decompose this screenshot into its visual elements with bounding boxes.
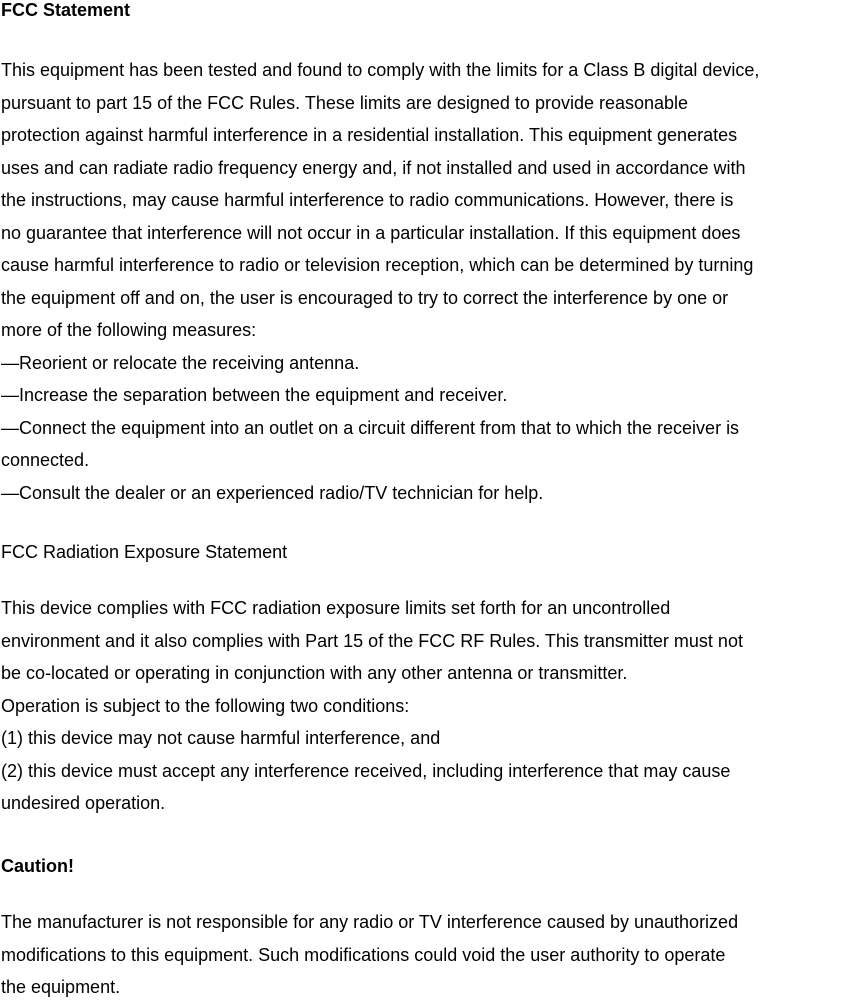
radiation-body-line: (2) this device must accept any interference received, including interference that may cause: [1, 760, 731, 781]
radiation-statement-title: FCC Radiation Exposure Statement: [1, 542, 288, 562]
fcc-measure-item: —Reorient or relocate the receiving antenna.: [1, 352, 360, 373]
caution-body-line: modifications to this equipment. Such modifications could void the user authority to operate: [1, 944, 726, 965]
fcc-measure-item: —Increase the separation between the equipment and receiver.: [1, 385, 508, 405]
caution-title: Caution!: [1, 856, 74, 876]
fcc-body-line: more of the following measures:: [1, 320, 257, 340]
radiation-body-line: (1) this device may not cause harmful interference, and: [1, 728, 441, 748]
radiation-statement-body: [1, 592, 743, 820]
fcc-body-line: the equipment off and on, the user is encouraged to try to correct the interference by one or: [1, 287, 729, 308]
fcc-measure-item: —Consult the dealer or an experienced radio/TV technician for help.: [1, 482, 544, 503]
radiation-body-line: be co-located or operating in conjunction with any other antenna or transmitter.: [1, 663, 628, 683]
fcc-body-line: cause harmful interference to radio or television reception, which can be determined by turning: [1, 255, 754, 275]
fcc-body-line: pursuant to part 15 of the FCC Rules. These limits are designed to provide reasonable: [1, 92, 689, 113]
fcc-body-line: protection against harmful interference in a residential installation. This equipment generates: [1, 125, 738, 145]
fcc-statement-body: [1, 54, 759, 509]
caution-body: [1, 906, 738, 1004]
fcc-body-line: uses and can radiate radio frequency energy and, if not installed and used in accordance with: [1, 157, 746, 178]
fcc-body-line: no guarantee that interference will not occur in a particular installation. If this equipment does: [1, 222, 741, 243]
radiation-body-line: This device complies with FCC radiation exposure limits set forth for an uncontrolled: [1, 598, 671, 618]
radiation-body-line: environment and it also complies with Part 15 of the FCC RF Rules. This transmitter must not: [1, 630, 743, 651]
fcc-measure-item: —Connect the equipment into an outlet on a circuit different from that to which the receiver is: [1, 417, 740, 438]
caution-body-line: The manufacturer is not responsible for any radio or TV interference caused by unauthorized: [1, 912, 739, 932]
fcc-measure-item: connected.: [1, 450, 90, 470]
fcc-body-line: the instructions, may cause harmful interference to radio communications. However, there is: [1, 190, 734, 210]
fcc-statement-title: FCC Statement: [1, 0, 131, 20]
fcc-body-line: This equipment has been tested and found to comply with the limits for a Class B digital device,: [1, 60, 760, 80]
caution-body-line: the equipment.: [1, 977, 121, 997]
radiation-body-line: Operation is subject to the following two conditions:: [1, 695, 410, 716]
radiation-body-line: undesired operation.: [1, 793, 166, 813]
